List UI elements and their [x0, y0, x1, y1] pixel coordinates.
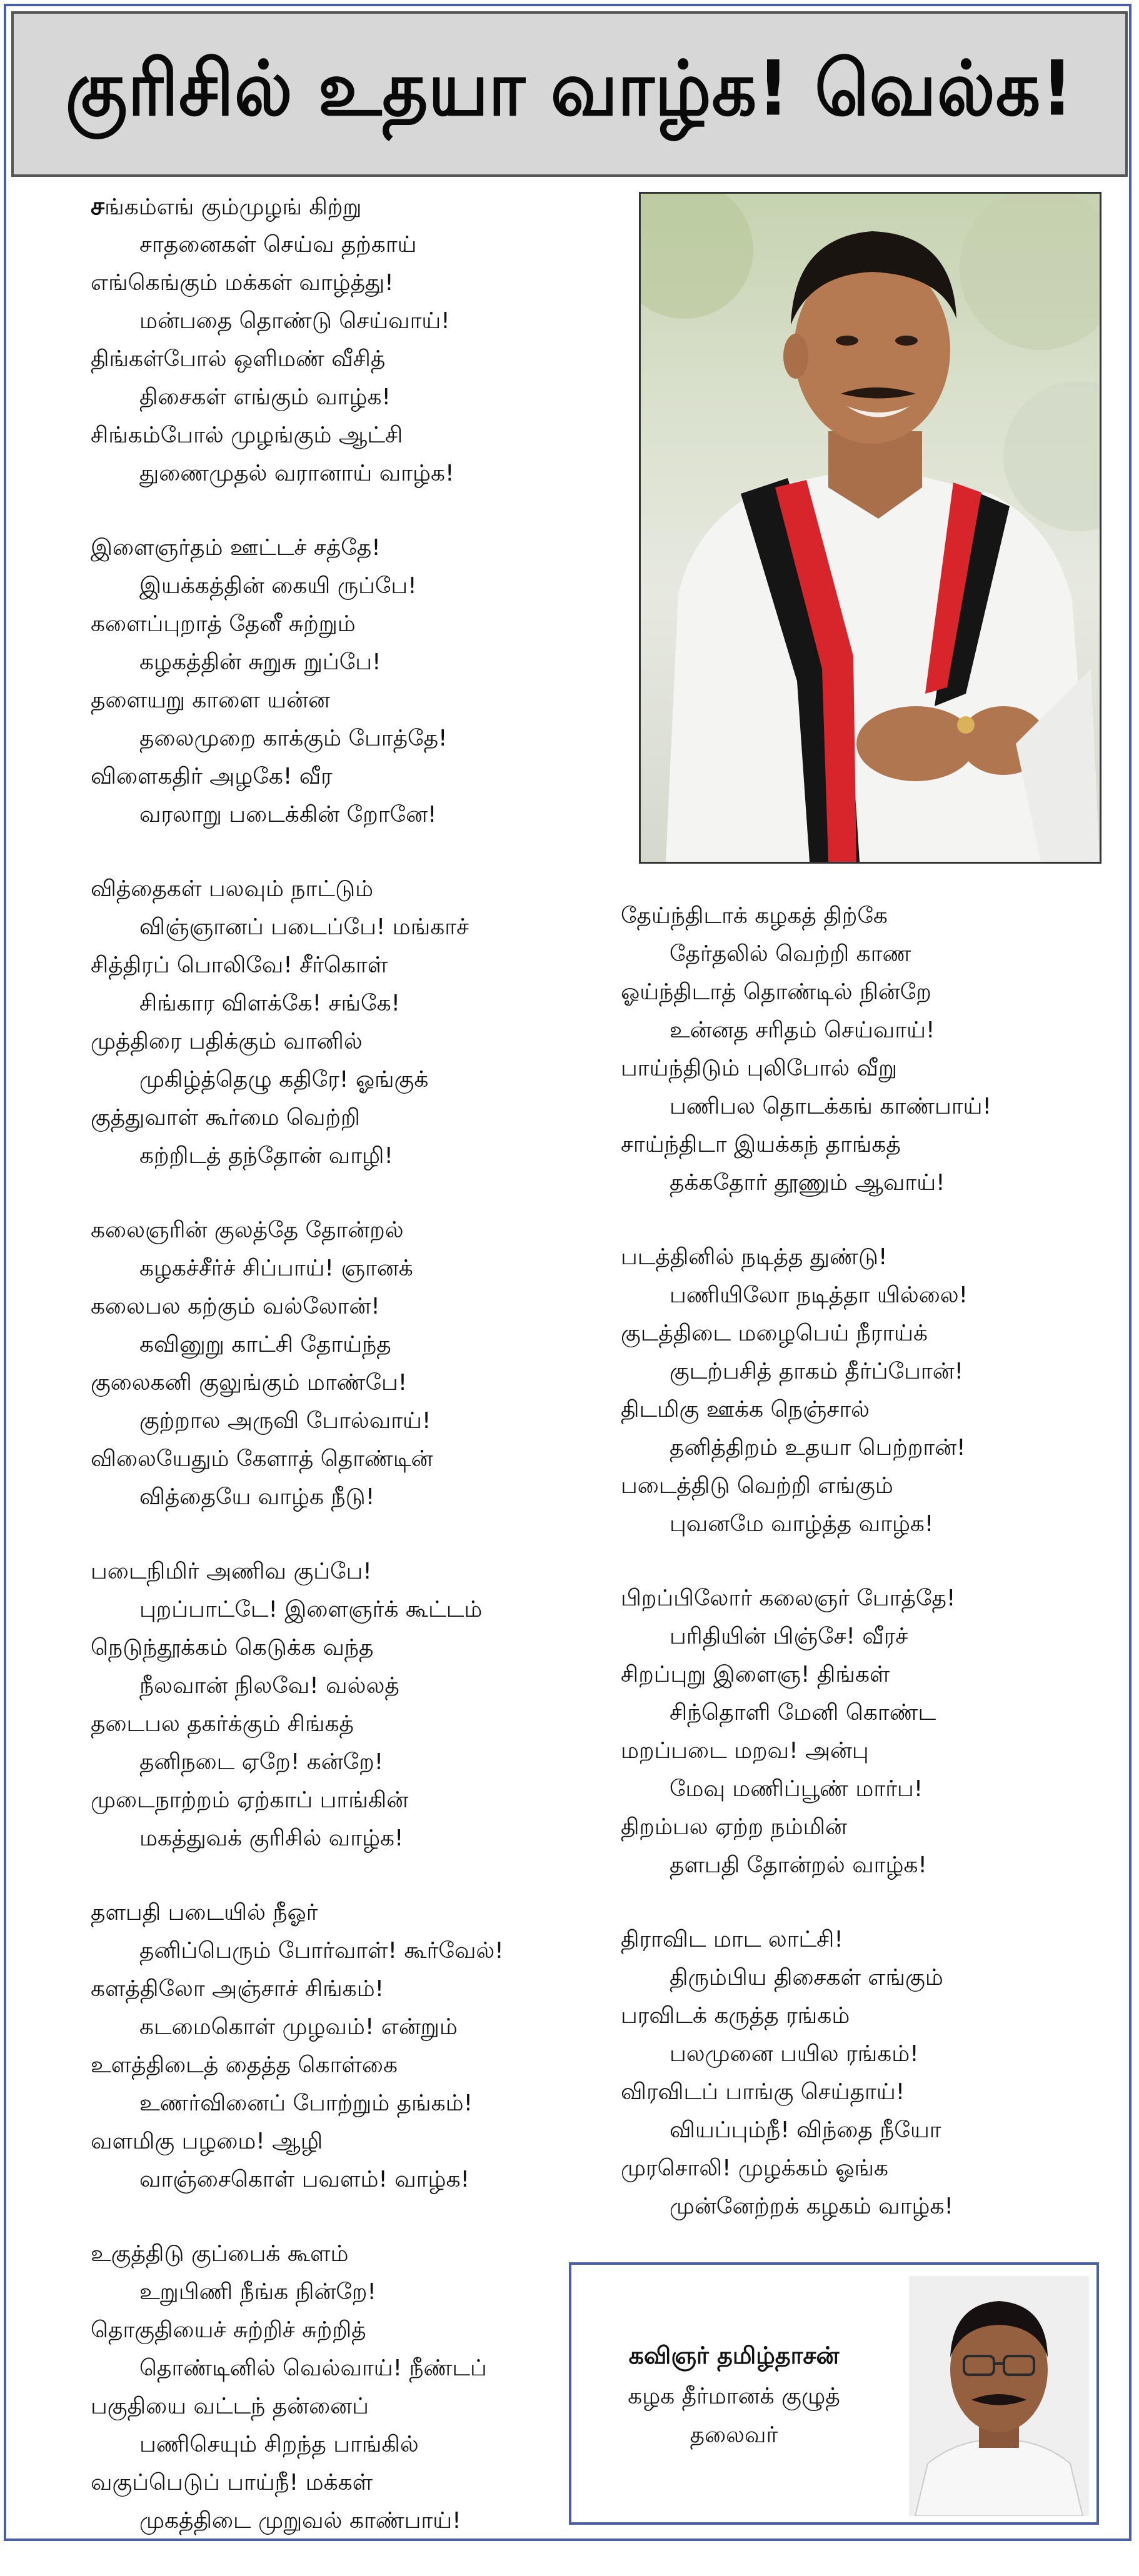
poem-line — [621, 1276, 1121, 1314]
portrait-illustration — [641, 194, 1100, 862]
poem-line-text: சிந்தொளி மேனி கொண்ட — [670, 1700, 936, 1725]
poem-line-text: பலமுனை பயில ரங்கம்! — [670, 2041, 919, 2067]
poem-line — [91, 226, 591, 264]
poem-stanza — [91, 870, 591, 1175]
poem-line-text: இளைஞர்தம் ஊட்டச் சத்தே! — [91, 535, 381, 561]
poem-line — [91, 1781, 591, 1819]
poem-line-text: இயக்கத்தின் கையி ருப்பே! — [139, 573, 417, 599]
poem-line-text: தலைமுறை காக்கும் போத்தே! — [139, 726, 448, 751]
poem-line — [91, 1970, 591, 2008]
poem-line — [91, 2273, 591, 2311]
poem-line — [621, 1997, 1121, 2035]
poem-line — [91, 1364, 591, 1402]
author-credit-box — [569, 2262, 1099, 2525]
poem-line-text: களத்திலோ அஞ்சாச் சிங்கம்! — [91, 1976, 384, 2002]
poem-line-text: தளபதி தோன்றல் வாழ்க! — [670, 1852, 927, 1878]
poem-line — [621, 1238, 1121, 1276]
poem-line-text: சிறப்புறு இளைஞ! திங்கள் — [621, 1662, 890, 1687]
poem-line — [91, 2464, 591, 2502]
poem-line — [621, 1467, 1121, 1505]
poem-line — [621, 1770, 1121, 1808]
poem-line — [91, 2311, 591, 2349]
poem-line — [621, 1920, 1121, 1959]
poem-line-text: வளமிகு பழமை! ஆழி — [91, 2129, 323, 2154]
poem-line — [91, 1402, 591, 1440]
poem-line-text: புவனமே வாழ்த்த வாழ்க! — [670, 1511, 934, 1537]
poem-line-text: மன்பதை தொண்டு செய்வாய்! — [139, 308, 450, 334]
poem-line — [91, 1819, 591, 1857]
poem-line-text: தேர்தலில் வெற்றி காண — [670, 941, 911, 967]
poem-line — [621, 1694, 1121, 1732]
poem-line-text: விளைகதிர் அழகே! வீர — [91, 764, 333, 789]
poem-line — [91, 2008, 591, 2046]
poem-line — [91, 567, 591, 605]
poem-line-text: மறப்படை மறவ! அன்பு — [621, 1738, 869, 1764]
poem-line-text: கழகத்தின் சுறுசு றுப்பே! — [139, 649, 381, 675]
poem-line — [621, 1505, 1121, 1543]
poem-line — [91, 2387, 591, 2425]
poem-line-text: உணர்வினைப் போற்றும் தங்கம்! — [139, 2090, 473, 2116]
poem-line-text: தேய்ந்திடாக் கழகத் திற்கே — [621, 903, 888, 929]
poem-line — [621, 1011, 1121, 1049]
poem-line-text: உன்னத சரிதம் செய்வாய்! — [670, 1017, 935, 1043]
poem-line-text: திங்கள்போல் ஒளிமண் வீசித் — [91, 346, 386, 372]
poem-line-text: சாதனைகள் செய்வ தற்காய் — [139, 232, 417, 257]
poem-line-text: முன்னேற்றக் கழகம் வாழ்க! — [670, 2194, 953, 2219]
poem-line — [621, 935, 1121, 973]
poem-stanza — [91, 187, 591, 492]
poem-line-text: வித்தைகள் பலவும் நாட்டும் — [91, 876, 374, 902]
poem-line-text: திடமிகு ஊக்க நெஞ்சால் — [621, 1397, 870, 1422]
poem-line-text: தனித்திறம் உதயா பெற்றான்! — [670, 1435, 966, 1460]
poem-line-text: தடைபல தகர்க்கும் சிங்கத் — [91, 1711, 354, 1737]
poem-line — [621, 2111, 1121, 2149]
poem-dropcap: ச — [91, 192, 105, 221]
poem-line — [91, 605, 591, 643]
poem-stanza — [91, 1894, 591, 2199]
poem-line-text: நீலவான் நிலவே! வல்லத் — [139, 1673, 399, 1699]
poem-line — [91, 1249, 591, 1287]
poem-line-text: குத்துவாள் கூர்மை வெற்றி — [91, 1105, 360, 1131]
poem-line — [91, 643, 591, 681]
poem-line-text: ஓய்ந்திடாத் தொண்டில் நின்றே — [621, 979, 931, 1005]
poem-line — [621, 1087, 1121, 1126]
poem-line — [91, 1590, 591, 1629]
page-title: குரிசில் உதயா வாழ்க! வெல்க! — [65, 45, 1074, 133]
poem-line — [91, 2084, 591, 2122]
poem-line — [91, 1022, 591, 1061]
poem-stanza — [91, 1211, 591, 1516]
poem-line — [91, 1287, 591, 1325]
poem-line-text: பரவிடக் கருத்த ரங்கம் — [621, 2003, 850, 2029]
poem-stanza — [91, 2235, 591, 2540]
poem-line — [91, 984, 591, 1022]
poem-line-text: பணியிலோ நடித்தா யில்லை! — [670, 1282, 968, 1308]
poem-line — [621, 2149, 1121, 2187]
author-role-line-2: தலைவர் — [690, 2422, 778, 2448]
poem-line-text: விலையேதும் கேளாத் தொண்டின் — [91, 1446, 433, 1472]
poem-line-text: குற்றால அருவி போல்வாய்! — [139, 1408, 431, 1434]
poem-line-text: படைத்திடு வெற்றி எங்கும் — [621, 1473, 893, 1499]
poem-line-text: களைப்புறாத் தேனீ சுற்றும் — [91, 611, 356, 637]
poem-line — [621, 897, 1121, 935]
poem-line-text: உளத்திடைத் தைத்த கொள்கை — [91, 2052, 398, 2078]
poem-right-column — [621, 897, 1121, 2262]
poem-line-text: குடத்திடை மழைபெய் நீராய்க் — [621, 1320, 928, 1346]
poem-stanza — [91, 529, 591, 834]
poem-line-text: மேவு மணிப்பூண் மார்ப! — [670, 1776, 923, 1802]
poem-line — [91, 2046, 591, 2084]
poem-line — [91, 187, 591, 226]
poem-line-text: கழகச்சீர்ச் சிப்பாய்! ஞானக் — [139, 1256, 413, 1281]
poem-line — [91, 264, 591, 302]
poem-line — [91, 681, 591, 719]
poem-line — [91, 1743, 591, 1781]
poem-stanza — [621, 897, 1121, 1202]
poem-line-text: ங்கம்எங் கும்முழங் கிற்று — [104, 194, 362, 220]
poem-line — [91, 529, 591, 567]
poem-line-text: முகிழ்த்தெழு கதிரே! ஓங்குக் — [139, 1067, 429, 1092]
poem-line-text: தளையறு காளை யன்ன — [91, 687, 330, 713]
poem-line — [91, 2349, 591, 2387]
poem-line-text: கலைபல கற்கும் வல்லோன்! — [91, 1294, 380, 1319]
poem-line-text: பிறப்பிலோர் கலைஞர் போத்தே! — [621, 1585, 956, 1611]
poem-line — [91, 946, 591, 984]
poem-line-text: முத்திரை பதிக்கும் வானில் — [91, 1029, 363, 1054]
poem-line — [91, 1667, 591, 1705]
poem-stanza — [621, 1238, 1121, 1543]
poem-line-text: தொகுதியைச் சுற்றிச் சுற்றித் — [91, 2317, 366, 2343]
poem-line — [91, 416, 591, 454]
poem-line — [621, 1732, 1121, 1770]
poem-line-text: தனிப்பெரும் போர்வாள்! கூர்வேல்! — [139, 1938, 504, 1964]
poem-line-text: விஞ்ஞானப் படைப்பே! மங்காச் — [139, 914, 469, 940]
poem-line — [621, 1959, 1121, 1997]
poem-line — [91, 1099, 591, 1137]
poem-line-text: உறுபிணி நீங்க நின்றே! — [139, 2279, 376, 2305]
poem-line — [91, 1061, 591, 1099]
poem-line — [621, 1314, 1121, 1352]
poem-line-text: திராவிட மாட லாட்சி! — [621, 1927, 843, 1952]
poem-line-text: திரும்பிய திசைகள் எங்கும் — [670, 1965, 943, 1990]
poem-line — [621, 1390, 1121, 1429]
poem-line-text: வகுப்பெடுப் பாய்நீ! மக்கள் — [91, 2470, 373, 2495]
poem-line-text: படத்தினில் நடித்த துண்டு! — [621, 1244, 888, 1270]
author-portrait-illustration — [909, 2276, 1089, 2516]
poem-line-text: சிங்கம்போல் முழங்கும் ஆட்சி — [91, 422, 403, 448]
poem-line — [91, 1137, 591, 1175]
poem-line — [91, 2425, 591, 2464]
poem-line — [91, 378, 591, 416]
poem-line — [91, 796, 591, 834]
poem-line-text: சிங்கார விளக்கே! சங்கே! — [139, 991, 401, 1016]
poem-line-text: உகுத்திடு குப்பைக் கூளம் — [91, 2241, 349, 2267]
poem-line-text: தொண்டினில் வெல்வாய்! நீண்டப் — [139, 2355, 487, 2381]
poem-line-text: பகுதியை வட்டந் தன்னைப் — [91, 2394, 369, 2419]
poem-line-text: சித்திரப் பொலிவே! சீர்கொள் — [91, 952, 388, 978]
poem-line-text: மகத்துவக் குரிசில் வாழ்க! — [139, 1825, 404, 1851]
poem-line-text: நெடுந்தூக்கம் கெடுக்க வந்த — [91, 1635, 374, 1660]
author-photo — [909, 2276, 1089, 2516]
poem-line-text: கற்றிடத் தந்தோன் வாழி! — [139, 1143, 393, 1169]
poem-line-text: திறம்பல ஏற்ற நம்மின் — [621, 1814, 847, 1840]
poem-line — [621, 1429, 1121, 1467]
poem-line — [91, 870, 591, 908]
poem-line-text: வித்தையே வாழ்க நீடு! — [139, 1484, 375, 1510]
poem-line-text: தக்கதோர் தூணும் ஆவாய்! — [670, 1170, 945, 1196]
poem-line-text: வரலாறு படைக்கின் றோனே! — [139, 802, 437, 827]
poem-line — [621, 2035, 1121, 2073]
poem-line — [621, 973, 1121, 1011]
author-name: கவிஞர் தமிழ்தாசன் — [628, 2342, 840, 2369]
poem-line-text: குடற்பசித் தாகம் தீர்ப்போன்! — [670, 1359, 964, 1384]
poem-line-text: முரசொலி! முழக்கம் ஓங்க — [621, 2155, 889, 2181]
poem-line — [621, 1617, 1121, 1655]
title-banner — [11, 11, 1128, 177]
poem-line-text: கவினுறு காட்சி தோய்ந்த — [139, 1332, 391, 1357]
poem-line-text: தளபதி படையில் நீஓர் — [91, 1900, 318, 1925]
poem-line-text: திசைகள் எங்கும் வாழ்க! — [139, 384, 391, 410]
poem-line — [91, 1325, 591, 1364]
poem-line-text: பணிபல தொடக்கங் காண்பாய்! — [670, 1094, 991, 1119]
leader-photo — [639, 192, 1101, 864]
poem-line — [621, 1846, 1121, 1884]
poem-line-text: பரிதியின் பிஞ்சே! வீரச் — [670, 1624, 908, 1649]
poem-line — [621, 1808, 1121, 1846]
poem-stanza — [621, 1579, 1121, 1884]
poem-line — [91, 1629, 591, 1667]
poem-line-text: கலைஞரின் குலத்தே தோன்றல் — [91, 1217, 404, 1243]
poem-line-text: குலைகனி குலுங்கும் மாண்பே! — [91, 1370, 408, 1395]
poem-line — [621, 1655, 1121, 1694]
poem-line-text: துணைமுதல் வரானாய் வாழ்க! — [139, 461, 454, 486]
poem-line — [91, 1932, 591, 1970]
poem-line-text: பாய்ந்திடும் புலிபோல் வீறு — [621, 1056, 898, 1081]
poem-line-text: முடைநாற்றம் ஏற்காப் பாங்கின் — [91, 1787, 409, 1813]
poem-line — [91, 2235, 591, 2273]
poem-left-column — [91, 187, 591, 2576]
poem-line-text: கடமைகொள் முழவம்! என்றும் — [139, 2014, 458, 2040]
poem-stanza — [91, 1552, 591, 1857]
poem-line-text: விரவிடப் பாங்கு செய்தாய்! — [621, 2079, 905, 2105]
author-role-line-1: கழக தீர்மானக் குழுத் — [628, 2384, 840, 2409]
poem-line — [621, 2187, 1121, 2225]
poem-line-text: வாஞ்சைகொள் பவளம்! வாழ்க! — [139, 2167, 469, 2192]
poem-line — [91, 1440, 591, 1478]
poem-line — [621, 1049, 1121, 1087]
poem-line — [91, 1552, 591, 1590]
poem-line — [91, 757, 591, 796]
poem-line-text: சாய்ந்திடா இயக்கந் தாங்கத் — [621, 1132, 901, 1157]
poem-line — [621, 1352, 1121, 1390]
poem-line — [91, 1211, 591, 1249]
poem-line-text: எங்கெங்கும் மக்கள் வாழ்த்து! — [91, 270, 394, 296]
poem-line-text: வியப்பும்நீ! விந்தை நீயோ — [670, 2117, 941, 2143]
poem-line — [91, 302, 591, 340]
poem-line — [91, 719, 591, 757]
poem-line — [91, 1478, 591, 1516]
poem-line-text: முகத்திடை முறுவல் காண்பாய்! — [139, 2508, 461, 2534]
poem-line-text: படைநிமிர் அணிவ குப்பே! — [91, 1559, 372, 1584]
poem-line — [91, 2122, 591, 2160]
author-credit-text — [587, 2334, 881, 2455]
poem-line — [91, 2160, 591, 2199]
poem-line — [91, 340, 591, 378]
poem-line — [91, 1894, 591, 1932]
poem-line — [621, 1164, 1121, 1202]
poem-line — [621, 1579, 1121, 1617]
poem-stanza — [621, 1920, 1121, 2225]
poem-line-text: புறப்பாட்டே! இளைஞர்க் கூட்டம் — [139, 1597, 483, 1622]
poem-line — [91, 1705, 591, 1743]
poem-line — [91, 908, 591, 946]
poem-line — [621, 2073, 1121, 2111]
poem-line — [91, 2502, 591, 2540]
poem-line-text: பணிசெயும் சிறந்த பாங்கில் — [139, 2432, 419, 2457]
poem-line — [621, 1126, 1121, 1164]
poem-line — [91, 454, 591, 492]
poem-line-text: தனிநடை ஏறே! கன்றே! — [139, 1749, 384, 1775]
